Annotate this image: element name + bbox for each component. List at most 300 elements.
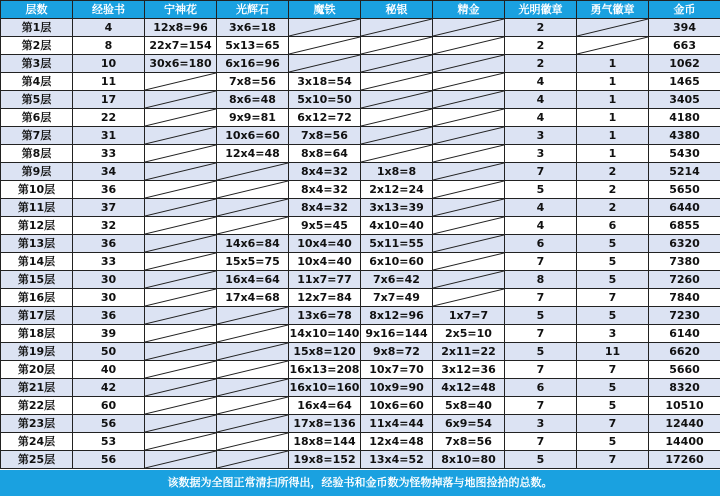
diagonal-slash-icon	[361, 37, 432, 54]
table-cell: 7840	[649, 289, 720, 307]
table-cell: 5430	[649, 145, 720, 163]
table-cell: 10510	[649, 397, 720, 415]
table-cell: 9x5=45	[289, 217, 361, 235]
table-cell: 11x4=44	[361, 415, 433, 433]
table-cell: 4380	[649, 127, 720, 145]
table-cell: 6	[505, 379, 577, 397]
empty-cell-slash	[145, 451, 217, 469]
table-cell: 6620	[649, 343, 720, 361]
diagonal-slash-icon	[433, 235, 504, 252]
table-cell: 36	[73, 181, 145, 199]
table-cell: 3x12=36	[433, 361, 505, 379]
header-cell: 精金	[433, 1, 505, 19]
empty-cell-slash	[361, 91, 433, 109]
empty-cell-slash	[433, 181, 505, 199]
table-cell: 37	[73, 199, 145, 217]
table-cell: 13x6=78	[289, 307, 361, 325]
table-cell: 663	[649, 37, 720, 55]
table-cell: 3405	[649, 91, 720, 109]
table-cell: 22x7=154	[145, 37, 217, 55]
table-cell: 5	[505, 181, 577, 199]
empty-cell-slash	[217, 379, 289, 397]
table-cell: 7x8=56	[217, 73, 289, 91]
floor-label: 第8层	[1, 145, 73, 163]
diagonal-slash-icon	[145, 181, 216, 198]
empty-cell-slash	[433, 235, 505, 253]
table-cell: 10x6=60	[361, 397, 433, 415]
diagonal-slash-icon	[361, 109, 432, 126]
table-cell: 10x9=90	[361, 379, 433, 397]
table-cell: 1465	[649, 73, 720, 91]
table-cell: 16x10=160	[289, 379, 361, 397]
table-cell: 1	[577, 127, 649, 145]
empty-cell-slash	[145, 307, 217, 325]
table-cell: 3	[505, 415, 577, 433]
empty-cell-slash	[145, 127, 217, 145]
floor-label: 第24层	[1, 433, 73, 451]
table-cell: 6	[577, 217, 649, 235]
table-cell: 34	[73, 163, 145, 181]
table-row	[1, 181, 720, 199]
table-cell: 5	[577, 307, 649, 325]
table-cell: 10	[73, 55, 145, 73]
table-cell: 394	[649, 19, 720, 37]
table-cell: 8	[73, 37, 145, 55]
table-cell: 7	[577, 415, 649, 433]
empty-cell-slash	[145, 433, 217, 451]
table-row	[1, 415, 720, 433]
table-cell: 8x4=32	[289, 199, 361, 217]
diagonal-slash-icon	[433, 199, 504, 216]
table-cell: 7	[577, 361, 649, 379]
table-row	[1, 343, 720, 361]
table-cell: 5	[577, 397, 649, 415]
table-cell: 6	[505, 235, 577, 253]
table-cell: 7	[505, 397, 577, 415]
empty-cell-slash	[217, 361, 289, 379]
table-cell: 5	[505, 307, 577, 325]
diagonal-slash-icon	[217, 181, 288, 198]
empty-cell-slash	[145, 271, 217, 289]
table-row	[1, 19, 720, 37]
diagonal-slash-icon	[433, 91, 504, 108]
table-cell: 36	[73, 235, 145, 253]
floor-label: 第19层	[1, 343, 73, 361]
empty-cell-slash	[289, 55, 361, 73]
table-row	[1, 307, 720, 325]
empty-cell-slash	[145, 343, 217, 361]
table-row	[1, 109, 720, 127]
diagonal-slash-icon	[217, 163, 288, 180]
diagonal-slash-icon	[145, 109, 216, 126]
floor-label: 第18层	[1, 325, 73, 343]
table-cell: 5	[577, 235, 649, 253]
table-cell: 4	[505, 217, 577, 235]
table-cell: 16x13=208	[289, 361, 361, 379]
table-cell: 8x6=48	[217, 91, 289, 109]
table-cell: 5x8=40	[433, 397, 505, 415]
empty-cell-slash	[289, 19, 361, 37]
table-cell: 2	[505, 19, 577, 37]
table-cell: 56	[73, 415, 145, 433]
table-row	[1, 361, 720, 379]
diagonal-slash-icon	[145, 433, 216, 450]
empty-cell-slash	[433, 127, 505, 145]
diagonal-slash-icon	[217, 307, 288, 324]
empty-cell-slash	[217, 433, 289, 451]
empty-cell-slash	[433, 163, 505, 181]
floor-label: 第1层	[1, 19, 73, 37]
table-cell: 5	[577, 271, 649, 289]
empty-cell-slash	[217, 181, 289, 199]
diagonal-slash-icon	[145, 271, 216, 288]
table-cell: 6x9=54	[433, 415, 505, 433]
table-cell: 17260	[649, 451, 720, 469]
table-cell: 11	[577, 343, 649, 361]
table-cell: 3x6=18	[217, 19, 289, 37]
empty-cell-slash	[433, 55, 505, 73]
table-cell: 5	[577, 379, 649, 397]
diagonal-slash-icon	[145, 127, 216, 144]
empty-cell-slash	[145, 73, 217, 91]
empty-cell-slash	[577, 19, 649, 37]
diagonal-slash-icon	[433, 55, 504, 72]
diagonal-slash-icon	[577, 19, 648, 36]
diagonal-slash-icon	[145, 415, 216, 432]
table-cell: 16x4=64	[289, 397, 361, 415]
table-cell: 2x5=10	[433, 325, 505, 343]
table-cell: 3	[577, 325, 649, 343]
table-cell: 33	[73, 145, 145, 163]
floor-label: 第14层	[1, 253, 73, 271]
table-row	[1, 325, 720, 343]
table-cell: 2	[577, 199, 649, 217]
diagonal-slash-icon	[217, 361, 288, 378]
empty-cell-slash	[433, 253, 505, 271]
footer-note: 该数据为全图正常清扫所得出，经验书和金币数为怪物掉落与地图捡拾的总数。	[0, 470, 720, 496]
floor-label: 第15层	[1, 271, 73, 289]
table-cell: 10x6=60	[217, 127, 289, 145]
table-cell: 7x8=56	[433, 433, 505, 451]
table-row	[1, 379, 720, 397]
table-cell: 7	[577, 289, 649, 307]
table-cell: 17x8=136	[289, 415, 361, 433]
floor-label: 第11层	[1, 199, 73, 217]
diagonal-slash-icon	[217, 343, 288, 360]
table-cell: 16x4=64	[217, 271, 289, 289]
table-cell: 6320	[649, 235, 720, 253]
empty-cell-slash	[145, 217, 217, 235]
diagonal-slash-icon	[289, 55, 360, 72]
diagonal-slash-icon	[433, 73, 504, 90]
floor-label: 第20层	[1, 361, 73, 379]
table-cell: 5x11=55	[361, 235, 433, 253]
empty-cell-slash	[433, 217, 505, 235]
table-row	[1, 433, 720, 451]
table-cell: 8320	[649, 379, 720, 397]
table-cell: 32	[73, 217, 145, 235]
table-cell: 7	[505, 163, 577, 181]
floor-label: 第10层	[1, 181, 73, 199]
header-cell: 勇气徽章	[577, 1, 649, 19]
table-cell: 10x4=40	[289, 253, 361, 271]
empty-cell-slash	[217, 217, 289, 235]
table-cell: 3x13=39	[361, 199, 433, 217]
floor-label: 第3层	[1, 55, 73, 73]
table-cell: 5	[505, 451, 577, 469]
table-cell: 5214	[649, 163, 720, 181]
table-row	[1, 199, 720, 217]
table-cell: 7	[505, 253, 577, 271]
empty-cell-slash	[145, 361, 217, 379]
header-cell: 光辉石	[217, 1, 289, 19]
diagonal-slash-icon	[433, 289, 504, 306]
table-cell: 4	[73, 19, 145, 37]
table-cell: 53	[73, 433, 145, 451]
table-cell: 9x16=144	[361, 325, 433, 343]
table-cell: 11	[73, 73, 145, 91]
empty-cell-slash	[217, 325, 289, 343]
table-cell: 8x4=32	[289, 163, 361, 181]
table-cell: 7x8=56	[289, 127, 361, 145]
table-cell: 7	[505, 289, 577, 307]
diagonal-slash-icon	[145, 235, 216, 252]
table-cell: 1	[577, 73, 649, 91]
table-cell: 7	[577, 451, 649, 469]
table-cell: 12x4=48	[361, 433, 433, 451]
empty-cell-slash	[361, 37, 433, 55]
table-cell: 1	[577, 109, 649, 127]
table-cell: 2x12=24	[361, 181, 433, 199]
table-cell: 5	[577, 253, 649, 271]
diagonal-slash-icon	[217, 397, 288, 414]
table-cell: 5x13=65	[217, 37, 289, 55]
table-cell: 6855	[649, 217, 720, 235]
table-cell: 12x7=84	[289, 289, 361, 307]
table-cell: 11x7=77	[289, 271, 361, 289]
diagonal-slash-icon	[433, 145, 504, 162]
table-row	[1, 217, 720, 235]
diagonal-slash-icon	[217, 451, 288, 468]
table-cell: 8x12=96	[361, 307, 433, 325]
diagonal-slash-icon	[145, 253, 216, 270]
table-cell: 39	[73, 325, 145, 343]
diagonal-slash-icon	[289, 19, 360, 36]
diagonal-slash-icon	[145, 91, 216, 108]
diagonal-slash-icon	[145, 73, 216, 90]
diagonal-slash-icon	[577, 37, 648, 54]
table-cell: 1	[577, 145, 649, 163]
table-cell: 19x8=152	[289, 451, 361, 469]
table-row	[1, 91, 720, 109]
diagonal-slash-icon	[145, 361, 216, 378]
diagonal-slash-icon	[145, 289, 216, 306]
diagonal-slash-icon	[145, 199, 216, 216]
diagonal-slash-icon	[433, 127, 504, 144]
header-cell: 光明徽章	[505, 1, 577, 19]
diagonal-slash-icon	[217, 433, 288, 450]
table-cell: 17	[73, 91, 145, 109]
table-cell: 6440	[649, 199, 720, 217]
table-cell: 5x10=50	[289, 91, 361, 109]
floor-label: 第2层	[1, 37, 73, 55]
diagonal-slash-icon	[217, 415, 288, 432]
empty-cell-slash	[217, 415, 289, 433]
diagonal-slash-icon	[433, 217, 504, 234]
header-cell: 经验书	[73, 1, 145, 19]
diagonal-slash-icon	[289, 37, 360, 54]
table-cell: 4x12=48	[433, 379, 505, 397]
table-cell: 30	[73, 271, 145, 289]
table-cell: 7	[505, 433, 577, 451]
table-cell: 1062	[649, 55, 720, 73]
empty-cell-slash	[145, 109, 217, 127]
empty-cell-slash	[289, 37, 361, 55]
diagonal-slash-icon	[361, 145, 432, 162]
table-cell: 2	[577, 163, 649, 181]
floor-label: 第13层	[1, 235, 73, 253]
empty-cell-slash	[361, 145, 433, 163]
empty-cell-slash	[361, 73, 433, 91]
table-cell: 5	[505, 343, 577, 361]
empty-cell-slash	[145, 181, 217, 199]
table-cell: 60	[73, 397, 145, 415]
empty-cell-slash	[145, 289, 217, 307]
table-cell: 4	[505, 109, 577, 127]
diagonal-slash-icon	[433, 181, 504, 198]
table-row	[1, 37, 720, 55]
header-cell: 层数	[1, 1, 73, 19]
table-cell: 1x7=7	[433, 307, 505, 325]
table-cell: 7x7=49	[361, 289, 433, 307]
diagonal-slash-icon	[217, 379, 288, 396]
diagonal-slash-icon	[433, 253, 504, 270]
diagonal-slash-icon	[145, 307, 216, 324]
table-cell: 2	[505, 55, 577, 73]
table-cell: 4x10=40	[361, 217, 433, 235]
table-cell: 40	[73, 361, 145, 379]
table-cell: 2	[577, 181, 649, 199]
diagonal-slash-icon	[361, 127, 432, 144]
header-row	[1, 1, 720, 19]
table-cell: 6140	[649, 325, 720, 343]
diagonal-slash-icon	[145, 163, 216, 180]
empty-cell-slash	[577, 37, 649, 55]
table-row	[1, 163, 720, 181]
table-cell: 33	[73, 253, 145, 271]
diagonal-slash-icon	[433, 271, 504, 288]
table-cell: 6x12=72	[289, 109, 361, 127]
table-cell: 3	[505, 127, 577, 145]
empty-cell-slash	[145, 397, 217, 415]
diagonal-slash-icon	[217, 199, 288, 216]
table-row	[1, 55, 720, 73]
table-cell: 18x8=144	[289, 433, 361, 451]
table-cell: 7230	[649, 307, 720, 325]
table-cell: 1x8=8	[361, 163, 433, 181]
empty-cell-slash	[433, 73, 505, 91]
table-cell: 9x9=81	[217, 109, 289, 127]
diagonal-slash-icon	[145, 343, 216, 360]
table-row	[1, 397, 720, 415]
table-row	[1, 127, 720, 145]
table-cell: 8x10=80	[433, 451, 505, 469]
table-cell: 1	[577, 55, 649, 73]
table-cell: 4180	[649, 109, 720, 127]
empty-cell-slash	[361, 109, 433, 127]
table-cell: 9x8=72	[361, 343, 433, 361]
diagonal-slash-icon	[433, 163, 504, 180]
empty-cell-slash	[361, 127, 433, 145]
diagonal-slash-icon	[361, 55, 432, 72]
table-cell: 4	[505, 73, 577, 91]
table-cell: 14x6=84	[217, 235, 289, 253]
table-row	[1, 253, 720, 271]
table-cell: 8x8=64	[289, 145, 361, 163]
empty-cell-slash	[217, 307, 289, 325]
table-cell: 5650	[649, 181, 720, 199]
empty-cell-slash	[433, 145, 505, 163]
empty-cell-slash	[433, 271, 505, 289]
table-cell: 14x10=140	[289, 325, 361, 343]
table-row	[1, 73, 720, 91]
table-cell: 1	[577, 91, 649, 109]
table-cell: 2	[505, 37, 577, 55]
diagonal-slash-icon	[433, 19, 504, 36]
empty-cell-slash	[145, 235, 217, 253]
table-cell: 8x4=32	[289, 181, 361, 199]
empty-cell-slash	[145, 91, 217, 109]
floor-label: 第9层	[1, 163, 73, 181]
diagonal-slash-icon	[433, 37, 504, 54]
floor-label: 第7层	[1, 127, 73, 145]
diagonal-slash-icon	[361, 19, 432, 36]
diagonal-slash-icon	[145, 379, 216, 396]
empty-cell-slash	[217, 397, 289, 415]
empty-cell-slash	[361, 19, 433, 37]
empty-cell-slash	[433, 109, 505, 127]
table-cell: 15x5=75	[217, 253, 289, 271]
empty-cell-slash	[217, 451, 289, 469]
diagonal-slash-icon	[433, 109, 504, 126]
table-cell: 12440	[649, 415, 720, 433]
empty-cell-slash	[145, 325, 217, 343]
table-cell: 15x8=120	[289, 343, 361, 361]
table-cell: 3	[505, 145, 577, 163]
table-cell: 12x8=96	[145, 19, 217, 37]
table-cell: 3x18=54	[289, 73, 361, 91]
floor-label: 第25层	[1, 451, 73, 469]
table-cell: 17x4=68	[217, 289, 289, 307]
empty-cell-slash	[145, 415, 217, 433]
floor-label: 第17层	[1, 307, 73, 325]
table-cell: 6x10=60	[361, 253, 433, 271]
table-cell: 6x16=96	[217, 55, 289, 73]
diagonal-slash-icon	[145, 145, 216, 162]
table-cell: 31	[73, 127, 145, 145]
table-cell: 42	[73, 379, 145, 397]
table-cell: 7260	[649, 271, 720, 289]
table-cell: 7380	[649, 253, 720, 271]
floor-label: 第4层	[1, 73, 73, 91]
table-cell: 2x11=22	[433, 343, 505, 361]
table-cell: 5	[577, 433, 649, 451]
header-cell: 魔铁	[289, 1, 361, 19]
table-cell: 4	[505, 91, 577, 109]
diagonal-slash-icon	[217, 217, 288, 234]
empty-cell-slash	[145, 199, 217, 217]
table-row	[1, 289, 720, 307]
